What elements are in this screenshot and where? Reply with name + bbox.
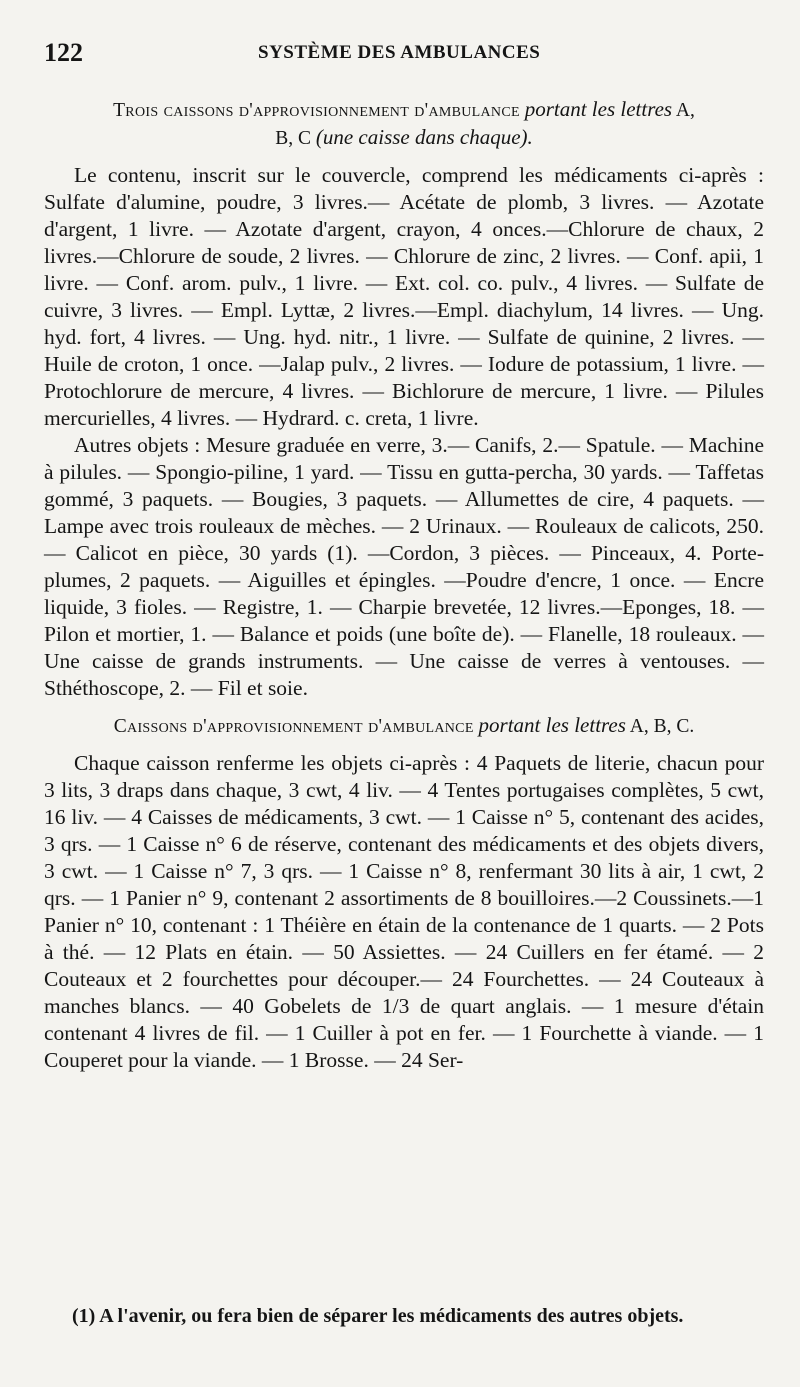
heading-letters: A, [675, 100, 695, 121]
heading-letters: A, B, C. [629, 716, 695, 737]
heading-caps: Trois caissons d'approvisionnement d'ambulance [113, 100, 520, 121]
paragraph-chaque-caisson: Chaque caisson renferme les objets ci-après : 4 Paquets de literie, chacun pour 3 lits, 3 draps dans chaque, 3 cwt, 4 liv. — 4 Tentes portugaises complètes, 5 cwt, 16 liv. — 4 Caisses de médicaments, 3 cwt. — 1 Caisse n° 5, contenant des acides, 3 qrs. — 1 Caisse n° 6 de réserve, contenant des médicaments et des objets divers, 3 cwt. — 1 Caisse n° 7, 3 qrs. — 1 Caisse n° 8, renfermant 30 lits à air, 1 cwt, 2 qrs. — 1 Panier n° 9, contenant 2 assortiments de 8 bouilloires.—2 Coussinets.—1 Panier n° 10, contenant : 1 Théière en étain de la contenance de 1 quarts. — 2 Pots à thé. — 12 Plats en étain. — 50 Assiettes. — 24 Cuillers en fer étamé. — 2 Couteaux et 2 fourchettes pour découper.— 24 Fourchettes. — 24 Couteaux à manches blancs. — 40 Gobelets de 1/3 de quart anglais. — 1 mesure d'étain contenant 4 livres de fil. — 1 Cuiller à pot en fer. — 1 Fourchette à viande. — 1 Couperet pour la viande. — 1 Brosse. — 24 Ser- [44, 751, 764, 1072]
running-title: SYSTÈME DES AMBULANCES [258, 42, 541, 63]
footnote: (1) A l'avenir, ou fera bien de séparer les médicaments des autres objets. [72, 1305, 684, 1327]
heading-parenthetical: (une caisse dans chaque). [315, 125, 533, 149]
paragraph-medicaments: Le contenu, inscrit sur le couvercle, comprend les médicaments ci-après : Sulfate d'alumine, poudre, 3 livres.— Acétate de plomb, 3 livres. — Azotate d'argent, 1 livre. — Azotate d'argent, crayon, 4 onces.—Chlorure de chaux, 2 livres.—Chlorure de soude, 2 livres. — Chlorure de zinc, 2 livres. — Conf. apii, 1 livre. — Conf. arom. pulv., 1 livre. — Ext. col. co. pulv., 4 livres. — Sulfate de cuivre, 3 livres. — Empl. Lyttæ, 2 livres.—Empl. diachylum, 14 livres. — Ung. hyd. fort, 4 livres. — Ung. hyd. nitr., 1 livre. — Sulfate de quinine, 2 livres. — Huile de croton, 1 once. —Jalap pulv., 2 livres. — Iodure de potassium, 1 livre. — Protochlorure de mercure, 4 livres. — Bichlorure de mercure, 1 livre. — Pilules mercurielles, 4 livres. — Hydrard. c. creta, 1 livre. [44, 163, 764, 430]
heading-letters-line2: B, C [275, 128, 311, 149]
heading-italic: portant les lettres [478, 713, 626, 737]
section-heading-caissons [44, 712, 764, 740]
paragraph-autres-objets: Autres objets : Mesure graduée en verre, 3.— Canifs, 2.— Spatule. — Machine à pilules. — Spongio-piline, 1 yard. — Tissu en gutta-percha, 30 yards. — Taffetas gommé, 3 paquets. — Bougies, 3 paquets. — Allumettes de cire, 4 paquets. — Lampe avec trois rouleaux de mèches. — 2 Urinaux. — Rouleaux de calicots, 250.— Calicot en pièce, 30 yards (1). —Cordon, 3 pièces. — Pinceaux, 4. Porte-plumes, 2 paquets. — Aiguilles et épingles. —Poudre d'encre, 1 once. — Encre liquide, 3 fioles. — Registre, 1. — Charpie brevetée, 12 livres.—Eponges, 18. — Pilon et mortier, 1. — Balance et poids (une boîte de). — Flanelle, 18 rouleaux. — Une caisse de grands instruments. — Une caisse de verres à ventouses. — Sthéthoscope, 2. — Fil et soie. [44, 433, 764, 700]
heading-caps: Caissons d'approvisionnement d'ambulance [113, 716, 474, 737]
page-number: 122 [44, 38, 83, 67]
section-heading-trois-caissons [44, 96, 764, 152]
heading-italic: portant les lettres [524, 97, 673, 121]
section-gap [44, 702, 764, 712]
running-head [44, 38, 764, 72]
